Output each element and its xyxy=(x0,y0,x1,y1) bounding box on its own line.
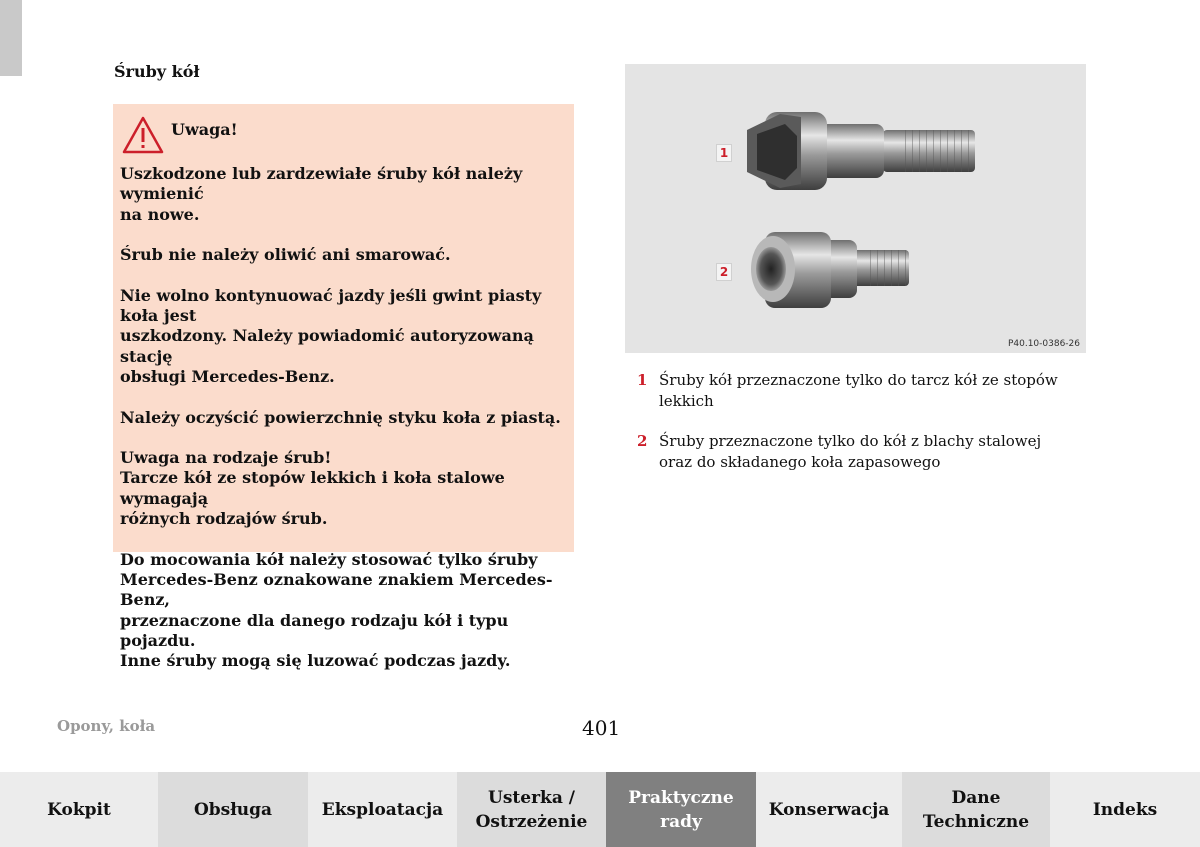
page-number: 401 xyxy=(582,716,621,740)
nav-tab-konserwacja[interactable]: Konserwacja xyxy=(756,772,902,847)
warning-paragraph: Nie wolno kontynuować jazdy jeśli gwint piasty koła jest uszkodzony. Należy powiadomić autoryzowaną stację obsługi Mercedes-Benz. xyxy=(120,285,542,386)
nav-tab-kokpit[interactable]: Kokpit xyxy=(0,772,158,847)
warning-paragraph: Śrub nie należy oliwić ani smarować. xyxy=(120,245,451,265)
nav-tab-indeks[interactable]: Indeks xyxy=(1050,772,1200,847)
warning-paragraph: Uwaga na rodzaje śrub! Tarcze kół ze stopów lekkich i koła stalowe wymagają różnych rodzajów śrub. xyxy=(120,448,505,529)
bolt-2-icon xyxy=(751,232,909,308)
nav-tab-dane-techniczne[interactable]: Dane Techniczne xyxy=(902,772,1050,847)
figure-marker-2: 2 xyxy=(716,263,732,281)
legend-number: 2 xyxy=(637,432,648,450)
legend-text: Śruby kół przeznaczone tylko do tarcz kół ze stopów lekkich xyxy=(659,371,1058,410)
bolt-1-icon xyxy=(747,112,975,190)
warning-paragraph: Uszkodzone lub zardzewiałe śruby kół należy wymienić na nowe. xyxy=(120,164,523,224)
warning-triangle-icon xyxy=(122,116,164,154)
warning-paragraph: Do mocowania kół należy stosować tylko śruby Mercedes-Benz oznakowane znakiem Mercedes-Benz, przeznaczone dla danego rodzaju kół i typu pojazdu. Inne śruby mogą się luzować podczas jazdy. xyxy=(120,549,553,671)
section-title: Śruby kół xyxy=(114,62,200,81)
warning-box xyxy=(113,104,574,671)
warning-label: Uwaga! xyxy=(171,120,238,139)
figure-code: P40.10-0386-26 xyxy=(1007,339,1080,349)
legend-text: Śruby przeznaczone tylko do kół z blachy stalowej oraz do składanego koła zapasowego xyxy=(659,432,1042,471)
bolts-illustration xyxy=(625,64,1086,353)
corner-tab xyxy=(0,0,22,76)
warning-header xyxy=(120,120,574,164)
legend-item xyxy=(637,431,1077,472)
warning-paragraph: Należy oczyścić powierzchnię styku koła z piastą. xyxy=(120,407,561,427)
legend-item xyxy=(637,370,1077,411)
nav-tab-obsluga[interactable]: Obsługa xyxy=(158,772,308,847)
nav-tab-usterka[interactable]: Usterka / Ostrzeżenie xyxy=(457,772,606,847)
bolts-figure xyxy=(625,64,1086,353)
nav-tab-praktyczne-rady[interactable]: Praktyczne rady xyxy=(606,772,756,847)
nav-tab-eksploatacja[interactable]: Eksploatacja xyxy=(308,772,457,847)
legend-number: 1 xyxy=(637,371,648,389)
figure-legend xyxy=(637,370,1077,492)
footer-section-title: Opony, koła xyxy=(57,717,156,735)
bottom-navigation xyxy=(0,772,1200,847)
figure-marker-1: 1 xyxy=(716,144,732,162)
